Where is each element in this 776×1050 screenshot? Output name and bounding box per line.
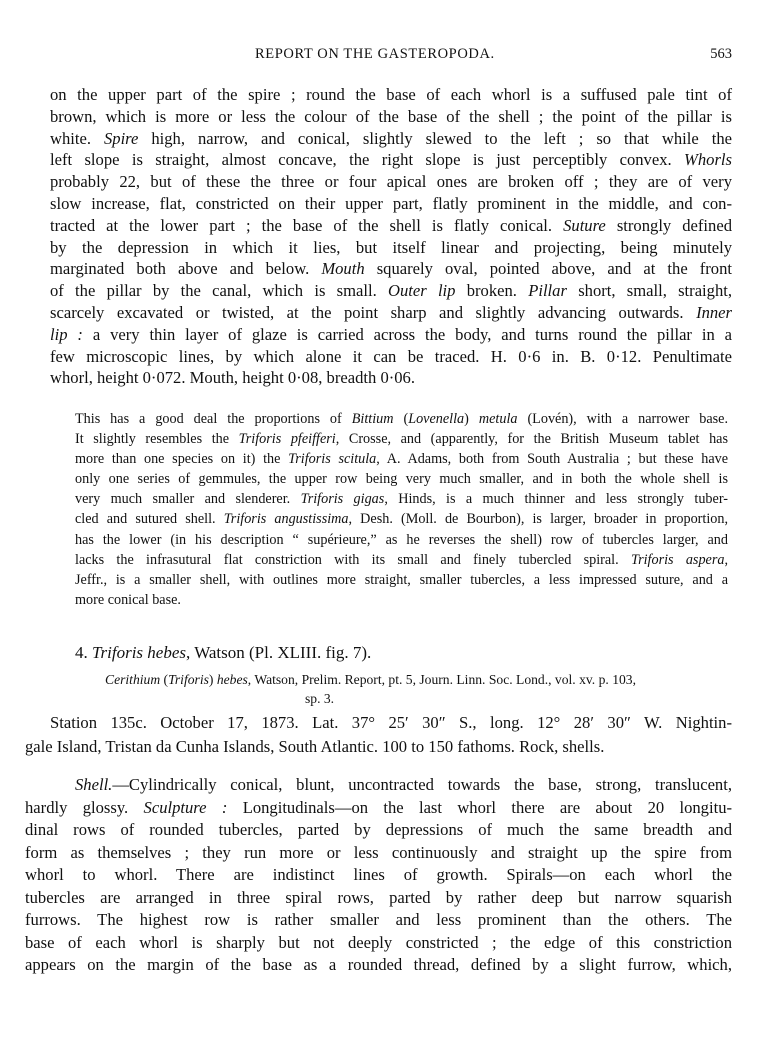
text-line: Shell.—Cylindrically conical, blunt, uncontracted towards the base, strong, translucent,: [75, 775, 732, 794]
running-title: REPORT ON THE GASTEROPODA.: [255, 46, 495, 62]
text-line: whorl to whorl. There are indistinct lines of growth. Spirals—on each whorl the: [25, 865, 732, 884]
text-line: dinal rows of rounded tubercles, parted by depressions of much the same breadth and: [25, 820, 732, 839]
text-line: hardly glossy. Sculpture : Longitudinals—on the last whorl there are about 20 longitu-: [25, 797, 733, 817]
term-pillar: Pillar: [528, 281, 567, 301]
text-line: appears on the margin of the base as a rounded thread, defined by a slight furrow, which,: [25, 955, 732, 974]
text-line: white. Spire high, narrow, and conical, slightly slewed to the left ; so that while the: [50, 128, 732, 148]
text-line: gale Island, Tristan da Cunha Islands, South Atlantic. 100 to 150 fathoms. Rock, shells.: [25, 737, 605, 756]
term-suture: Suture: [563, 215, 606, 235]
text-line: form as themselves ; they run more or less continuously and straight up the spire from: [25, 842, 732, 862]
species-heading: [75, 643, 371, 663]
text-line: left slope is straight, almost concave, the right slope is just perceptibly convex. Whorls: [50, 150, 732, 170]
running-head: [50, 46, 732, 66]
text-line: This has a good deal the proportions of Bittium (Lovenella) metula (Lovén), with a narrower base.: [75, 411, 729, 427]
text-line: few microscopic lines, by which alone it can be traced. H. 0·6 in. B. 0·12. Penultimate: [50, 346, 732, 366]
text-line: more conical base.: [75, 591, 181, 608]
term-inner: Inner: [696, 302, 733, 322]
term-outer-lip: Outer lip: [388, 281, 456, 301]
station-record: [25, 711, 732, 759]
species-name: Triforis hebes: [92, 643, 186, 662]
synonymy-reference: Cerithium (Triforis) hebes, Watson, Prelim. Report, pt. 5, Journ. Linn. Soc. Lond., vol. xv. p. 103, sp. 3.: [105, 672, 636, 706]
text-line: whorl, height 0·072. Mouth, height 0·08, breadth 0·06.: [50, 368, 416, 388]
text-line: slow increase, flat, constricted on their upper part, flatly prominent in the middle, and con-: [50, 193, 732, 213]
text-line: has the lower (in his description “ supérieure,” as he reverses the shell) row of tubercles larger, and: [75, 531, 728, 548]
text-line: tubercles are arranged in three spiral rows, parted by rather deep but narrow squarish: [25, 887, 732, 907]
text-line: probably 22, but of these the three or four apical ones are broken off ; they are of very: [50, 172, 732, 192]
term-lip: lip :: [50, 324, 83, 344]
text-line: by the depression in which it lies, but itself linear and projecting, being minutely: [50, 237, 732, 257]
text-line: only one series of gemmules, the upper row being very much smaller, and in both the whole shell is: [75, 471, 728, 488]
text-line: furrows. The highest row is rather smaller and less prominent than the others. The: [25, 910, 732, 929]
remarks-paragraph: [75, 409, 728, 610]
text-line: scarcely excavated or twisted, at the point sharp and slightly advancing outwards. Inner: [50, 302, 733, 322]
text-line: brown, which is more or less the colour of the base of the shell ; the point of the pillar is: [50, 106, 732, 126]
text-line: Station 135c. October 17, 1873. Lat. 37° 25′ 30″ S., long. 12° 28′ 30″ W. Nightin-: [50, 713, 732, 732]
text-line: more than one species on it) the Triforis scitula, A. Adams, both from South Australia ; but these have: [75, 451, 729, 468]
page-number: 563: [710, 46, 732, 62]
term-mouth: Mouth: [321, 259, 365, 279]
text-line: lacks the infrasutural flat constriction with its small and finely tubercled spiral. Triforis aspera,: [75, 551, 729, 568]
text-line: very much smaller and slenderer. Triforis gigas, Hinds, is a much thinner and less strongly tuber-: [75, 491, 728, 508]
term-whorls: Whorls: [684, 150, 732, 170]
description-paragraph: [50, 84, 732, 389]
text-line: cled and sutured shell. Triforis angustissima, Desh. (Moll. de Bourbon), is larger, broader in proportion,: [75, 511, 729, 528]
shell-description: [25, 774, 733, 977]
text-line: marginated both above and below. Mouth squarely oval, pointed above, and at the front: [50, 259, 732, 279]
text-line: base of each whorl is sharply but not deeply constricted ; the edge of this constriction: [25, 932, 732, 952]
text-line: Jeffr., is a smaller shell, with outlines more straight, smaller tubercles, a less impressed suture, and a: [75, 571, 728, 588]
text-line: tracted at the lower part ; the base of the shell is flatly conical. Suture strongly defined: [50, 215, 732, 235]
text-line: lip : a very thin layer of glaze is carried across the body, and turns round the pillar in a: [50, 324, 732, 344]
text-line: It slightly resembles the Triforis pfeifferi, Crosse, and (apparently, for the British Museum tablet has: [75, 431, 728, 448]
term-spire: Spire: [103, 128, 139, 148]
species-number: 4.: [75, 643, 88, 662]
text-line: on the upper part of the spire ; round the base of each whorl is a suffused pale tint of: [50, 85, 732, 104]
text-line: of the pillar by the canal, which is small. Outer lip broken. Pillar short, small, straight,: [50, 281, 733, 301]
species-author-plate: , Watson (Pl. XLIII. fig. 7).: [186, 643, 372, 662]
